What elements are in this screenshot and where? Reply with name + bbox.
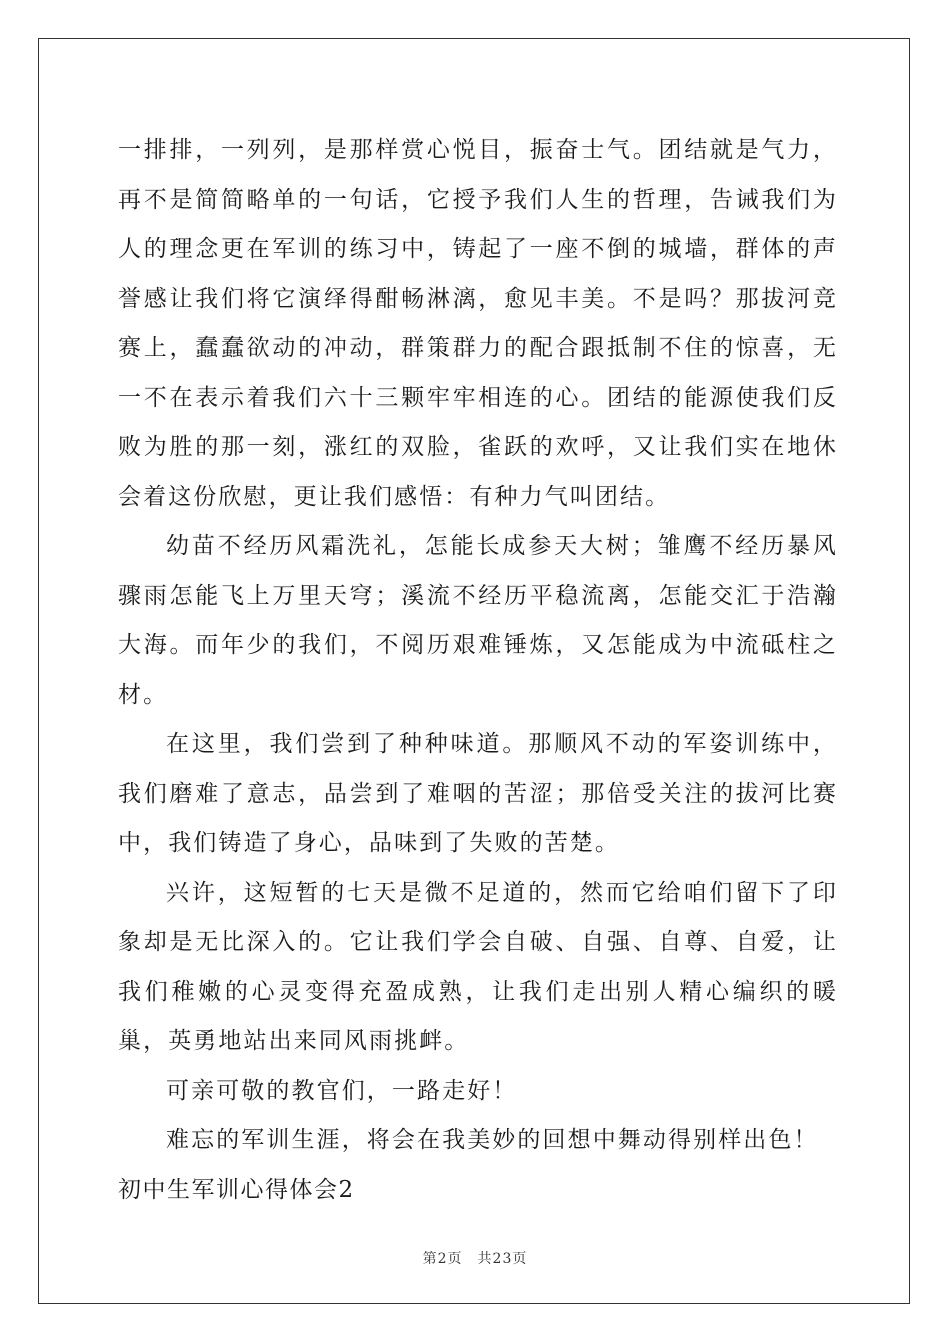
paragraph-1: 一排排，一列列，是那样赏心悦目，振奋士气。团结就是气力，再不是简简略单的一句话，它授予我们人生的哲理，告诫我们为人的理念更在军训的练习中，铸起了一座不倒的城墙，群体的声誉感让我们将它演绎得酣畅淋漓，愈见丰美。不是吗？那拔河竞赛上，蠢蠢欲动的冲动，群策群力的配合跟抵制不住的惊喜，无一不在表示着我们六十三颗牢牢相连的心。团结的能源使我们反败为胜的那一刻，涨红的双脸，雀跃的欢呼，又让我们实在地休会着这份欣慰，更让我们感悟：有种力气叫团结。	[118, 137, 838, 510]
paragraph-5: 可亲可敬的教官们，一路走好！	[166, 1077, 518, 1104]
paragraph-6: 难忘的军训生涯，将会在我美妙的回想中舞动得别样出色！	[166, 1127, 819, 1153]
paragraph-4: 兴许，这短暂的七天是微不足道的，然而它给咱们留下了印象却是无比深入的。它让我们学会自破、自强、自尊、自爱，让我们稚嫩的心灵变得充盈成熟，让我们走出别人精心编织的暖巢，英勇地站出来同风雨挑衅。	[118, 879, 838, 1054]
paragraph-3: 在这里，我们尝到了种种味道。那顺风不动的军姿训练中，我们磨难了意志，品尝到了难咽的苦涩；那倍受关注的拔河比赛中，我们铸造了身心，品味到了失败的苦楚。	[118, 731, 838, 856]
paragraph-2: 幼苗不经历风霜洗礼，怎能长成参天大树；雏鹰不经历暴风骤雨怎能飞上万里天穹；溪流不经历平稳流离，怎能交汇于浩瀚大海。而年少的我们，不阅历艰难锤炼，又怎能成为中流砥柱之材。	[118, 533, 838, 708]
page-number-footer: 第2页 共23页	[422, 1251, 528, 1267]
section-heading: 初中生军训心得体会2	[118, 1176, 355, 1203]
document-body	[118, 126, 838, 1215]
